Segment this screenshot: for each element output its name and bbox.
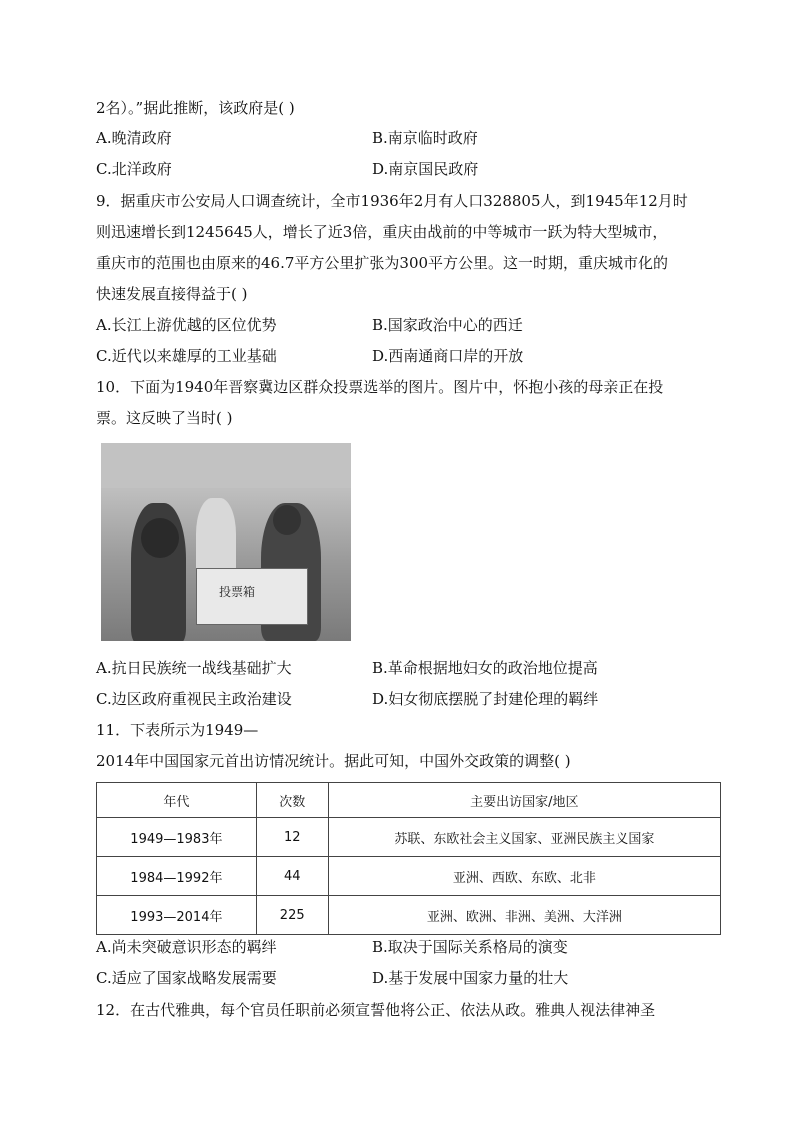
q11-option-c[interactable]: C.适应了国家战略发展需要 xyxy=(96,969,277,987)
q8-option-c[interactable]: C.北洋政府 xyxy=(96,160,172,178)
cell-destinations: 苏联、东欧社会主义国家、亚洲民族主义国家 xyxy=(328,818,720,857)
q9-option-c[interactable]: C.近代以来雄厚的工业基础 xyxy=(96,347,277,365)
q8-option-d[interactable]: D.南京国民政府 xyxy=(372,160,479,178)
q9-stem-line-2: 则迅速增长到1245645人，增长了近3倍，重庆由战前的中等城市一跃为特大型城市， xyxy=(96,223,668,241)
q9-option-a[interactable]: A.长江上游优越的区位优势 xyxy=(96,316,277,334)
q11-stem-line-1: 11．下表所示为1949— xyxy=(96,721,259,739)
cell-era: 1984—1992年 xyxy=(97,857,257,896)
q10-option-c[interactable]: C.边区政府重视民主政治建设 xyxy=(96,690,292,708)
q11-stem-line-2: 2014年中国国家元首出访情况统计。据此可知，中国外交政策的调整( ) xyxy=(96,752,571,770)
q10-stem-line-1: 10．下面为1940年晋察冀边区群众投票选举的图片。图片中，怀抱小孩的母亲正在投 xyxy=(96,378,664,396)
q8-option-a[interactable]: A.晚清政府 xyxy=(96,129,172,147)
q10-option-d[interactable]: D.妇女彻底摆脱了封建伦理的羁绊 xyxy=(372,690,599,708)
cell-era: 1993—2014年 xyxy=(97,896,257,935)
q10-option-a[interactable]: A.抗日民族统一战线基础扩大 xyxy=(96,659,292,677)
q9-stem-line-3: 重庆市的范围也由原来的46.7平方公里扩张为300平方公里。这一时期，重庆城市化的 xyxy=(96,254,669,272)
q12-stem-line-1: 12．在古代雅典，每个官员任职前必须宣誓他将公正、依法从政。雅典人视法律神圣 xyxy=(96,1001,656,1019)
cell-destinations: 亚洲、西欧、东欧、北非 xyxy=(328,857,720,896)
cell-count: 12 xyxy=(256,818,328,857)
cell-count: 225 xyxy=(256,896,328,935)
q9-stem-line-4: 快速发展直接得益于( ) xyxy=(96,285,248,303)
q11-option-b[interactable]: B.取决于国际关系格局的演变 xyxy=(372,938,568,956)
q11-option-d[interactable]: D.基于发展中国家力量的壮大 xyxy=(372,969,569,987)
cell-count: 44 xyxy=(256,857,328,896)
header-destinations: 主要出访国家/地区 xyxy=(328,783,720,818)
photo-head-left xyxy=(141,518,179,558)
q11-option-a[interactable]: A.尚未突破意识形态的羁绊 xyxy=(96,938,277,956)
q8-stem-tail: 2名）。”据此推断，该政府是( ) xyxy=(96,99,295,117)
header-count: 次数 xyxy=(256,783,328,818)
voting-photo xyxy=(101,443,351,641)
q9-option-b[interactable]: B.国家政治中心的西迁 xyxy=(372,316,523,334)
q10-stem-line-2: 票。这反映了当时( ) xyxy=(96,409,233,427)
cell-era: 1949—1983年 xyxy=(97,818,257,857)
photo-background-crowd xyxy=(101,443,351,488)
table-row xyxy=(97,857,721,896)
photo-head-mother xyxy=(273,505,301,535)
q10-option-b[interactable]: B.革命根据地妇女的政治地位提高 xyxy=(372,659,598,677)
q9-option-d[interactable]: D.西南通商口岸的开放 xyxy=(372,347,524,365)
table-row xyxy=(97,896,721,935)
photo-ballot-box-label: 投票箱 xyxy=(219,585,256,599)
header-era: 年代 xyxy=(97,783,257,818)
q8-option-b[interactable]: B.南京临时政府 xyxy=(372,129,478,147)
q9-stem-line-1: 9．据重庆市公安局人口调查统计，全市1936年2月有人口328805人，到1945年12月时 xyxy=(96,192,688,210)
table-header-row xyxy=(97,783,721,818)
visits-table xyxy=(96,782,721,935)
table-row xyxy=(97,818,721,857)
cell-destinations: 亚洲、欧洲、非洲、美洲、大洋洲 xyxy=(328,896,720,935)
